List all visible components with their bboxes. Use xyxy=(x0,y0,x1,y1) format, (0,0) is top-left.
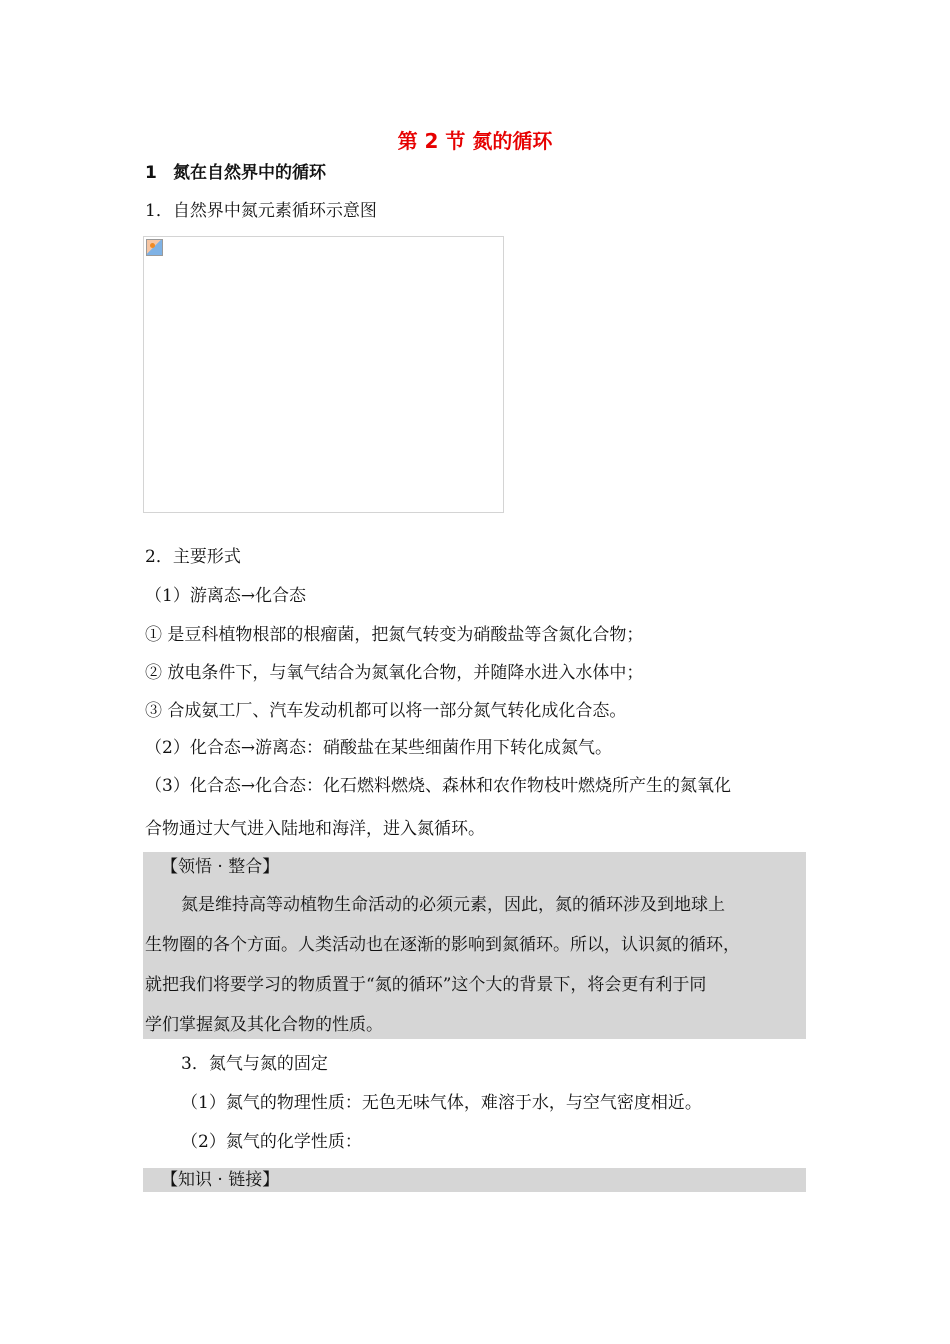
insight-line: 学们掌握氮及其化合物的性质。 xyxy=(145,1015,383,1035)
broken-image-icon xyxy=(146,239,163,256)
knowledge-link-box xyxy=(143,1168,806,1192)
insight-line: 生物圈的各个方面。人类活动也在逐渐的影响到氮循环。所以，认识氮的循环， xyxy=(145,935,740,955)
paragraph-continued: 合物通过大气进入陆地和海洋，进入氮循环。 xyxy=(145,819,485,839)
insight-box-title: 【领悟 · 整合】 xyxy=(161,857,280,877)
paragraph-physical-properties: （1）氮气的物理性质：无色无味气体，难溶于水，与空气密度相近。 xyxy=(181,1093,702,1113)
subheading-main-forms: 2．主要形式 xyxy=(145,547,241,567)
insight-line: 就把我们将要学习的物质置于“氮的循环”这个大的背景下，将会更有利于同 xyxy=(145,975,707,995)
knowledge-link-title: 【知识 · 链接】 xyxy=(161,1170,280,1190)
paragraph-chemical-properties: （2）氮气的化学性质： xyxy=(181,1132,362,1152)
paragraph-free-to-combined: （1）游离态→化合态 xyxy=(145,586,307,606)
section-heading xyxy=(145,162,326,184)
insight-line: 氮是维持高等动植物生命活动的必须元素，因此，氮的循环涉及到地球上 xyxy=(181,895,725,915)
paragraph-combined-to-combined: （3）化合态→化合态：化石燃料燃烧、森林和农作物枝叶燃烧所产生的氮氧化 xyxy=(145,776,732,796)
subheading-nitrogen: 3．氮气与氮的固定 xyxy=(181,1054,328,1074)
list-item-2: ② 放电条件下，与氧气结合为氮氧化合物，并随降水进入水体中； xyxy=(145,663,644,683)
insight-box xyxy=(143,852,806,1039)
paragraph-combined-to-free: （2）化合态→游离态：硝酸盐在某些细菌作用下转化成氮气。 xyxy=(145,738,613,758)
section-number: 1 xyxy=(145,163,157,183)
subheading-diagram: 1．自然界中氮元素循环示意图 xyxy=(145,201,377,221)
page-title: 第 2 节 氮的循环 xyxy=(397,129,553,153)
section-heading-text: 氮在自然界中的循环 xyxy=(173,163,326,183)
broken-image-placeholder xyxy=(143,236,504,513)
list-item-3: ③ 合成氨工厂、汽车发动机都可以将一部分氮气转化成化合态。 xyxy=(145,701,627,721)
list-item-1: ① 是豆科植物根部的根瘤菌，把氮气转变为硝酸盐等含氮化合物； xyxy=(145,625,644,645)
